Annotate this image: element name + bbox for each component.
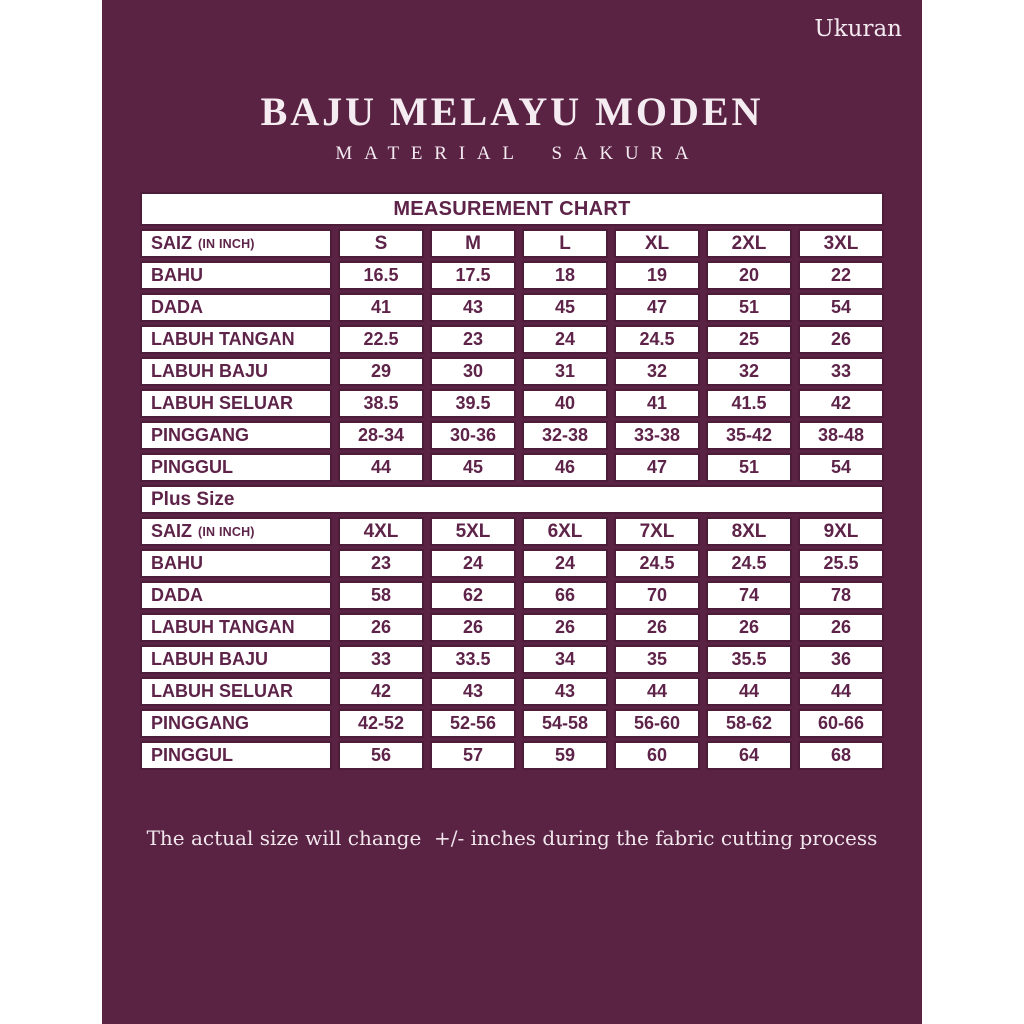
value-cell: 25: [706, 325, 792, 354]
size-label-cell: [140, 229, 332, 258]
value-cell: 41: [338, 293, 424, 322]
size-chart-card: [102, 0, 922, 1024]
product-title: BAJU MELAYU MODEN: [260, 89, 764, 134]
value-cell: 31: [522, 357, 608, 386]
value-cell: 68: [798, 741, 884, 770]
value-cell: 32: [706, 357, 792, 386]
footer-note: The actual size will change +/- inches during the fabric cutting process: [146, 826, 878, 850]
value-cell: 23: [430, 325, 516, 354]
title-block: [102, 0, 922, 165]
value-cell: 22: [798, 261, 884, 290]
size-header-cell: L: [522, 229, 608, 258]
value-cell: 20: [706, 261, 792, 290]
value-cell: 44: [798, 677, 884, 706]
value-cell: 43: [430, 677, 516, 706]
value-cell: 22.5: [338, 325, 424, 354]
value-cell: 45: [522, 293, 608, 322]
value-cell: 59: [522, 741, 608, 770]
size-label-cell: [140, 517, 332, 546]
value-cell: 51: [706, 293, 792, 322]
value-cell: 42: [798, 389, 884, 418]
value-cell: 56: [338, 741, 424, 770]
plus-size-divider: Plus Size: [140, 485, 884, 514]
value-cell: 30: [430, 357, 516, 386]
value-cell: 41.5: [706, 389, 792, 418]
material-subtitle: MATERIAL SAKURA: [335, 143, 701, 164]
value-cell: 33.5: [430, 645, 516, 674]
size-header-cell: M: [430, 229, 516, 258]
row-label-cell: PINGGUL: [140, 741, 332, 770]
value-cell: 23: [338, 549, 424, 578]
value-cell: 24.5: [614, 325, 700, 354]
value-cell: 58: [338, 581, 424, 610]
value-cell: 45: [430, 453, 516, 482]
value-cell: 35.5: [706, 645, 792, 674]
measurement-chart-header: MEASUREMENT CHART: [140, 192, 884, 226]
value-cell: 56-60: [614, 709, 700, 738]
value-cell: 26: [706, 613, 792, 642]
value-cell: 44: [614, 677, 700, 706]
value-cell: 70: [614, 581, 700, 610]
size-header-cell: 9XL: [798, 517, 884, 546]
value-cell: 60: [614, 741, 700, 770]
value-cell: 57: [430, 741, 516, 770]
value-cell: 38.5: [338, 389, 424, 418]
value-cell: 33: [338, 645, 424, 674]
value-cell: 34: [522, 645, 608, 674]
value-cell: 24.5: [614, 549, 700, 578]
value-cell: 62: [430, 581, 516, 610]
value-cell: 51: [706, 453, 792, 482]
value-cell: 44: [706, 677, 792, 706]
value-cell: 24: [430, 549, 516, 578]
ukuran-label: Ukuran: [814, 16, 902, 42]
size-header-cell: 3XL: [798, 229, 884, 258]
size-header-cell: 2XL: [706, 229, 792, 258]
value-cell: 26: [614, 613, 700, 642]
value-cell: 36: [798, 645, 884, 674]
value-cell: 43: [430, 293, 516, 322]
value-cell: 26: [798, 325, 884, 354]
value-cell: 52-56: [430, 709, 516, 738]
value-cell: 33: [798, 357, 884, 386]
row-label-cell: LABUH SELUAR: [140, 677, 332, 706]
value-cell: 24.5: [706, 549, 792, 578]
value-cell: 39.5: [430, 389, 516, 418]
value-cell: 42-52: [338, 709, 424, 738]
value-cell: 35-42: [706, 421, 792, 450]
size-unit-label: (IN INCH): [198, 524, 255, 539]
size-header-cell: 5XL: [430, 517, 516, 546]
value-cell: 78: [798, 581, 884, 610]
value-cell: 25.5: [798, 549, 884, 578]
value-cell: 26: [430, 613, 516, 642]
size-unit-label: (IN INCH): [198, 236, 255, 251]
value-cell: 64: [706, 741, 792, 770]
size-header-cell: XL: [614, 229, 700, 258]
value-cell: 42: [338, 677, 424, 706]
value-cell: 66: [522, 581, 608, 610]
value-cell: 18: [522, 261, 608, 290]
row-label-cell: PINGGUL: [140, 453, 332, 482]
value-cell: 44: [338, 453, 424, 482]
value-cell: 41: [614, 389, 700, 418]
value-cell: 19: [614, 261, 700, 290]
value-cell: 28-34: [338, 421, 424, 450]
size-label: SAIZ: [151, 521, 193, 541]
value-cell: 58-62: [706, 709, 792, 738]
value-cell: 43: [522, 677, 608, 706]
row-label-cell: BAHU: [140, 261, 332, 290]
value-cell: 54: [798, 293, 884, 322]
value-cell: 54: [798, 453, 884, 482]
value-cell: 74: [706, 581, 792, 610]
value-cell: 29: [338, 357, 424, 386]
size-label: SAIZ: [151, 233, 193, 253]
value-cell: 17.5: [430, 261, 516, 290]
row-label-cell: PINGGANG: [140, 709, 332, 738]
size-header-cell: 4XL: [338, 517, 424, 546]
size-header-cell: S: [338, 229, 424, 258]
size-header-cell: 6XL: [522, 517, 608, 546]
value-cell: 46: [522, 453, 608, 482]
value-cell: 26: [798, 613, 884, 642]
row-label-cell: DADA: [140, 581, 332, 610]
row-label-cell: LABUH BAJU: [140, 645, 332, 674]
value-cell: 47: [614, 453, 700, 482]
value-cell: 38-48: [798, 421, 884, 450]
row-label-cell: DADA: [140, 293, 332, 322]
value-cell: 40: [522, 389, 608, 418]
size-header-cell: 8XL: [706, 517, 792, 546]
measurement-table: [140, 192, 884, 770]
value-cell: 30-36: [430, 421, 516, 450]
row-label-cell: PINGGANG: [140, 421, 332, 450]
row-label-cell: BAHU: [140, 549, 332, 578]
value-cell: 32: [614, 357, 700, 386]
value-cell: 24: [522, 549, 608, 578]
value-cell: 24: [522, 325, 608, 354]
value-cell: 47: [614, 293, 700, 322]
value-cell: 33-38: [614, 421, 700, 450]
row-label-cell: LABUH TANGAN: [140, 613, 332, 642]
size-header-cell: 7XL: [614, 517, 700, 546]
value-cell: 60-66: [798, 709, 884, 738]
row-label-cell: LABUH TANGAN: [140, 325, 332, 354]
value-cell: 35: [614, 645, 700, 674]
value-cell: 16.5: [338, 261, 424, 290]
value-cell: 26: [338, 613, 424, 642]
row-label-cell: LABUH BAJU: [140, 357, 332, 386]
row-label-cell: LABUH SELUAR: [140, 389, 332, 418]
value-cell: 54-58: [522, 709, 608, 738]
value-cell: 26: [522, 613, 608, 642]
value-cell: 32-38: [522, 421, 608, 450]
